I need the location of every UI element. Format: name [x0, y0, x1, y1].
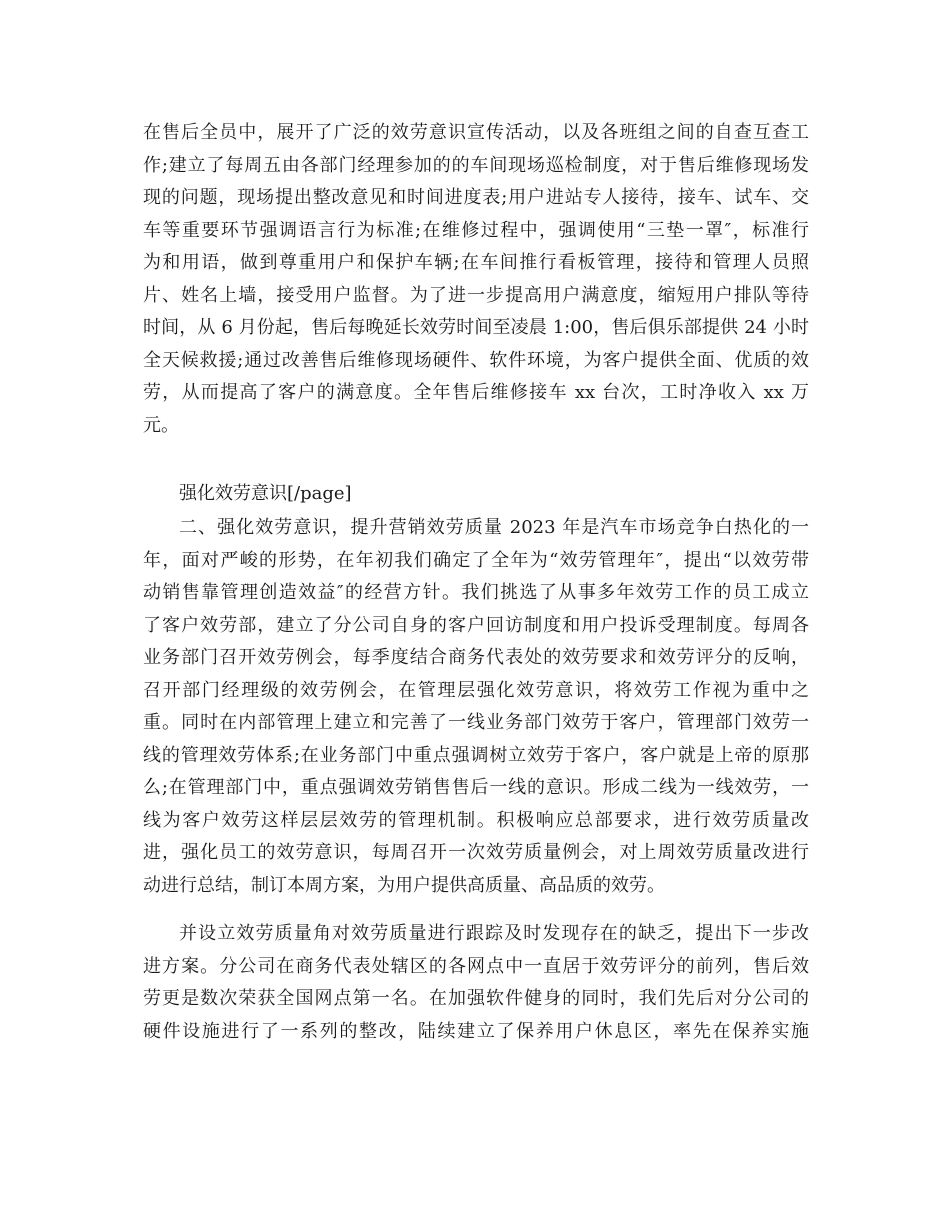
text-line: 劳更是数次荣获全国网点第一名。在加强软件健身的同时，我们先后对分公司的	[143, 988, 809, 1009]
text-line: 线的管理效劳体系;在业务部门中重点强调树立效劳于客户，客户就是上帝的原那	[143, 744, 809, 766]
text-line: 在售后全员中，展开了广泛的效劳意识宣传活动，以及各班组之间的自查互查工	[143, 122, 809, 143]
text-line: 动销售靠管理创造效益″的经营方针。我们挑选了从事多年效劳工作的员工成立	[143, 582, 809, 603]
text-line: 线为客户效劳这样层层效劳的管理机制。积极响应总部要求，进行效劳质量改	[143, 809, 809, 831]
text-line: 二、强化效劳意识，提升营销效劳质量 2023 年是汽车市场竞争白热化的一	[179, 517, 809, 538]
text-line: 元。	[143, 414, 179, 436]
text-line: 了客户效劳部，建立了分公司自身的客户回访制度和用户投诉受理制度。每周各	[143, 614, 809, 636]
text-line: 车等重要环节强调语言行为标准;在维修过程中，强调使用“三垫一罩″，标准行	[143, 219, 809, 241]
text-line: 进方案。分公司在商务代表处辖区的各网点中一直居于效劳评分的前列，售后效	[143, 955, 809, 977]
paragraph-service-awareness	[143, 117, 809, 442]
paragraph-quality-tracking	[143, 918, 809, 1048]
text-line: 业务部门召开效劳例会，每季度结合商务代表处的效劳要求和效劳评分的反响，	[143, 647, 809, 668]
text-line: 全天候救援;通过改善售后维修现场硬件、软件环境，为客户提供全面、优质的效	[143, 349, 809, 371]
text-line: 进，强化员工的效劳意识，每周召开一次效劳质量例会，对上周效劳质量改进行	[143, 842, 809, 863]
text-line: 并设立效劳质量角对效劳质量进行跟踪及时发现存在的缺乏，提出下一步改	[179, 923, 809, 944]
heading-line: 强化效劳意识[/page]	[179, 483, 352, 504]
text-line: 时间，从 6 月份起，售后每晚延长效劳时间至凌晨 1:00，售后俱乐部提供 24 小时	[143, 317, 809, 338]
section-heading	[143, 478, 809, 511]
paragraph-service-quality	[143, 512, 809, 902]
text-line: 动进行总结，制订本周方案，为用户提供高质量、高品质的效劳。	[143, 874, 665, 896]
text-line: 片、姓名上墙，接受用户监督。为了进一步提高用户满意度，缩短用户排队等待	[143, 284, 809, 306]
text-line: 为和用语，做到尊重用户和保护车辆;在车间推行看板管理，接待和管理人员照	[143, 252, 809, 273]
text-line: 么;在管理部门中，重点强调效劳销售售后一线的意识。形成二线为一线效劳，一	[143, 777, 809, 798]
text-line: 年，面对严峻的形势，在年初我们确定了全年为“效劳管理年″，提出“以效劳带	[143, 549, 809, 571]
text-line: 劳，从而提高了客户的满意度。全年售后维修接车 xx 台次，工时净收入 xx 万	[143, 382, 809, 403]
text-line: 硬件设施进行了一系列的整改，陆续建立了保养用户休息区，率先在保养实施	[143, 1020, 809, 1042]
text-line: 作;建立了每周五由各部门经理参加的的车间现场巡检制度，对于售后维修现场发	[143, 154, 809, 176]
text-line: 重。同时在内部管理上建立和完善了一线业务部门效劳于客户，管理部门效劳一	[143, 712, 809, 733]
text-line: 召开部门经理级的效劳例会，在管理层强化效劳意识，将效劳工作视为重中之	[143, 679, 809, 701]
text-line: 现的问题，现场提出整改意见和时间进度表;用户进站专人接待，接车、试车、交	[143, 187, 809, 208]
